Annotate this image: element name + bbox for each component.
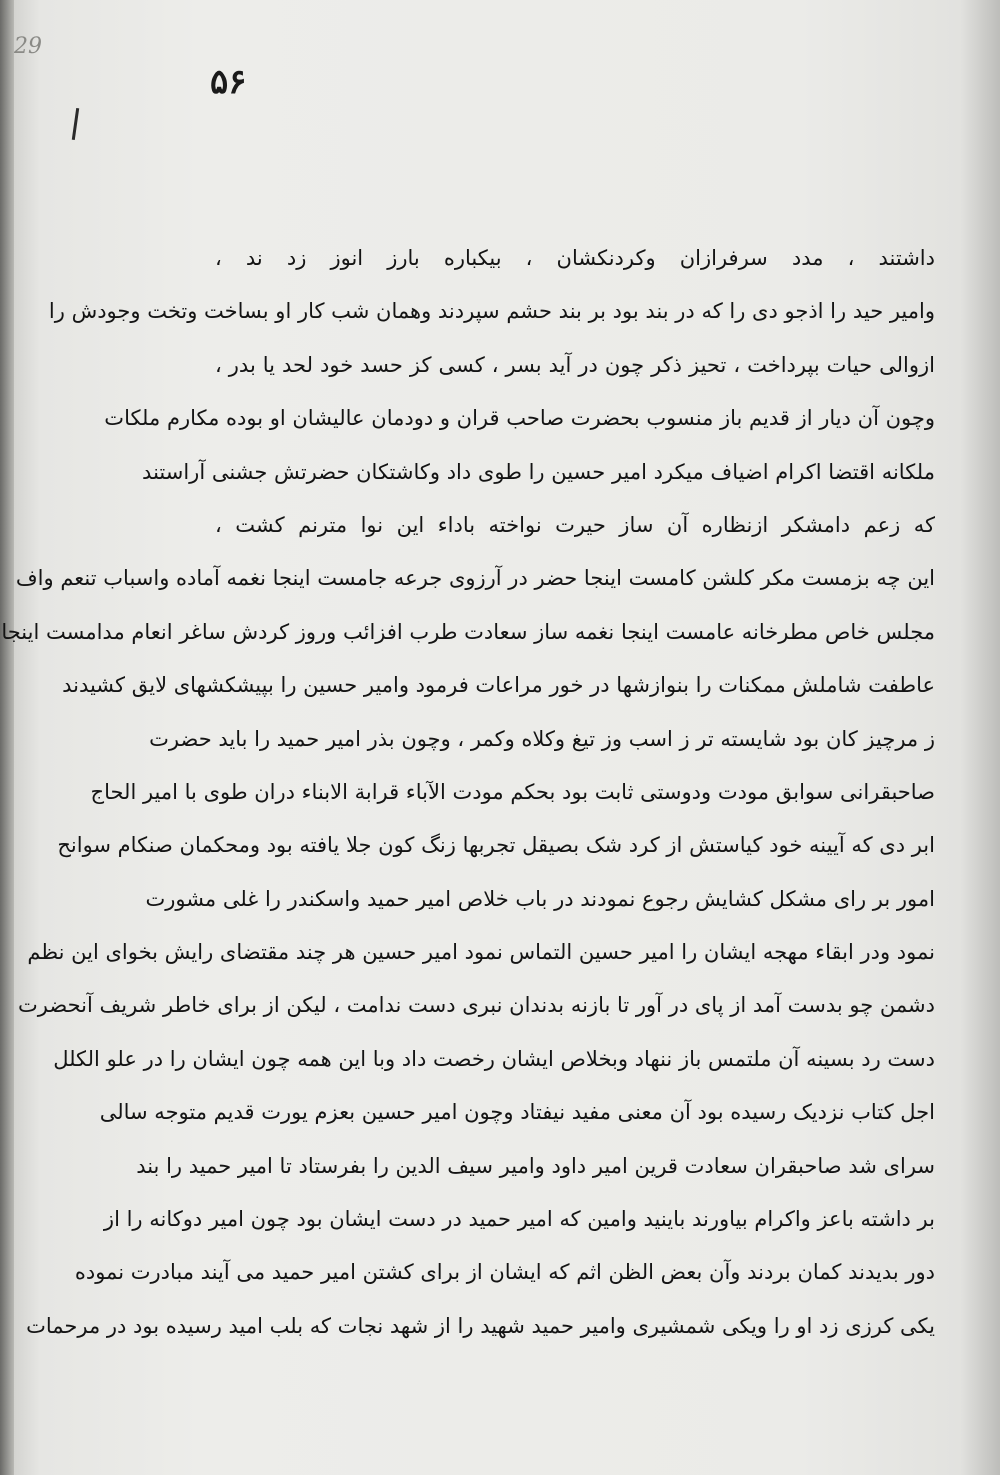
page-number: ۵۶ [210, 62, 247, 102]
text-line: دست رد بسینه آن ملتمس باز ننهاد وبخلاص ایشان رخصت داد وبا این همه چون ایشان را در علو الکلل [53, 1046, 935, 1071]
text-line: ابر دی که آیینه خود کیاستش از کرد شک بصیقل تجربها زنگ کون جلا یافته بود ومحکمان صنکام سوانح [57, 833, 935, 858]
text-line: اجل کتاب نزدیک رسیده بود آن معنی مفید نیفتاد وچون امیر حسین بعزم یورت قدیم متوجه سالی [99, 1100, 935, 1125]
margin-mark [72, 108, 79, 140]
text-line: وچون آن دیار از قدیم باز منسوب بحضرت صاحب قران و دودمان عالیشان او بوده مکارم ملکات [104, 406, 935, 431]
text-line: داشتند ، مدد سرفرازان وکردنکشان ، بیکباره بارز انوز زد ند ، [215, 246, 935, 270]
folio-number: 29 [14, 34, 42, 59]
text-line: وامیر حید را اذجو دی را که در بند بود بر بند حشم سپردند وهمان شب کار او بساخت وتخت وجودش را [48, 299, 935, 324]
text-line: نمود ودر ابقاء مهجه ایشان را امیر حسین التماس نمود امیر حسین هر چند مقتضای رایش بخوای این نظم [27, 940, 935, 965]
text-line: دشمن چو بدست آمد از پای در آور تا بازنه بدندان نبری دست ندامت ، لیکن از برای خاطر شریف آنحضرت [18, 993, 935, 1018]
text-line: امور بر رای مشکل کشایش رجوع نمودند در باب خلاص امیر حمید واسکندر را غلی مشورت [145, 886, 935, 911]
text-line: ز مرچیز کان بود شایسته تر ز اسب وز تیغ وکلاه وکمر ، وچون بذر امیر حمید را باید حضرت [149, 726, 935, 751]
text-line: دور بدیدند کمان بردند وآن بعض الظن اثم که ایشان از برای کشتن امیر حمید می آیند مبادرت نموده [74, 1260, 935, 1285]
text-line: ملکانه اقتضا اکرام اضیاف میکرد امیر حسین را طوی داد وکاشتکان حضرتش جشنی آراستند [142, 459, 935, 484]
text-line: یکی کرزی زد او را ویکی شمشیری وامیر حمید شهید را از شهد نجات که بلب امید رسیده بود در مرحمات [26, 1313, 935, 1338]
text-line: سرای شد صاحبقران سعادت قرین امیر داود وامیر سیف الدین را بفرستاد تا امیر حمید را بند [136, 1153, 935, 1178]
text-line: بر داشته باعز واکرام بیاورند باینید وامین که امیر حمید در دست ایشان بود چون امیر دوکانه را از [103, 1207, 935, 1232]
text-line: که زعم دامشکر ازنظاره آن ساز حیرت نواخته باداء این نوا مترنم کشت ، [215, 512, 935, 537]
text-line: عاطفت شاملش ممکنات را بنوازشها در خور مراعات فرمود وامیر حسین را بپیشکشهای لایق کشیدند [62, 673, 935, 698]
text-line: این چه بزمست مکر کلشن کامست اینجا حضر در آرزوی جرعه جامست اینجا نغمه آماده واسباب تنعم واف [15, 566, 935, 591]
manuscript-text-block [1, 232, 935, 1353]
text-line: ازوالی حیات بپرداخت ، تحیز ذکر چون در آید بسر ، کسی کز حسد خود لحد یا بدر ، [215, 352, 935, 377]
text-line: صاحبقرانی سوابق مودت ودوستی ثابت بود بحکم مودت الآباء قرابة الابناء دران طوی با امیر الحاج [90, 779, 935, 804]
binding-edge [0, 0, 14, 1475]
text-line: مجلس خاص مطرخانه عامست اینجا نغمه ساز سعادت طرب افزائب وروز کردش ساغر انعام مدامست اینجا [1, 619, 935, 644]
